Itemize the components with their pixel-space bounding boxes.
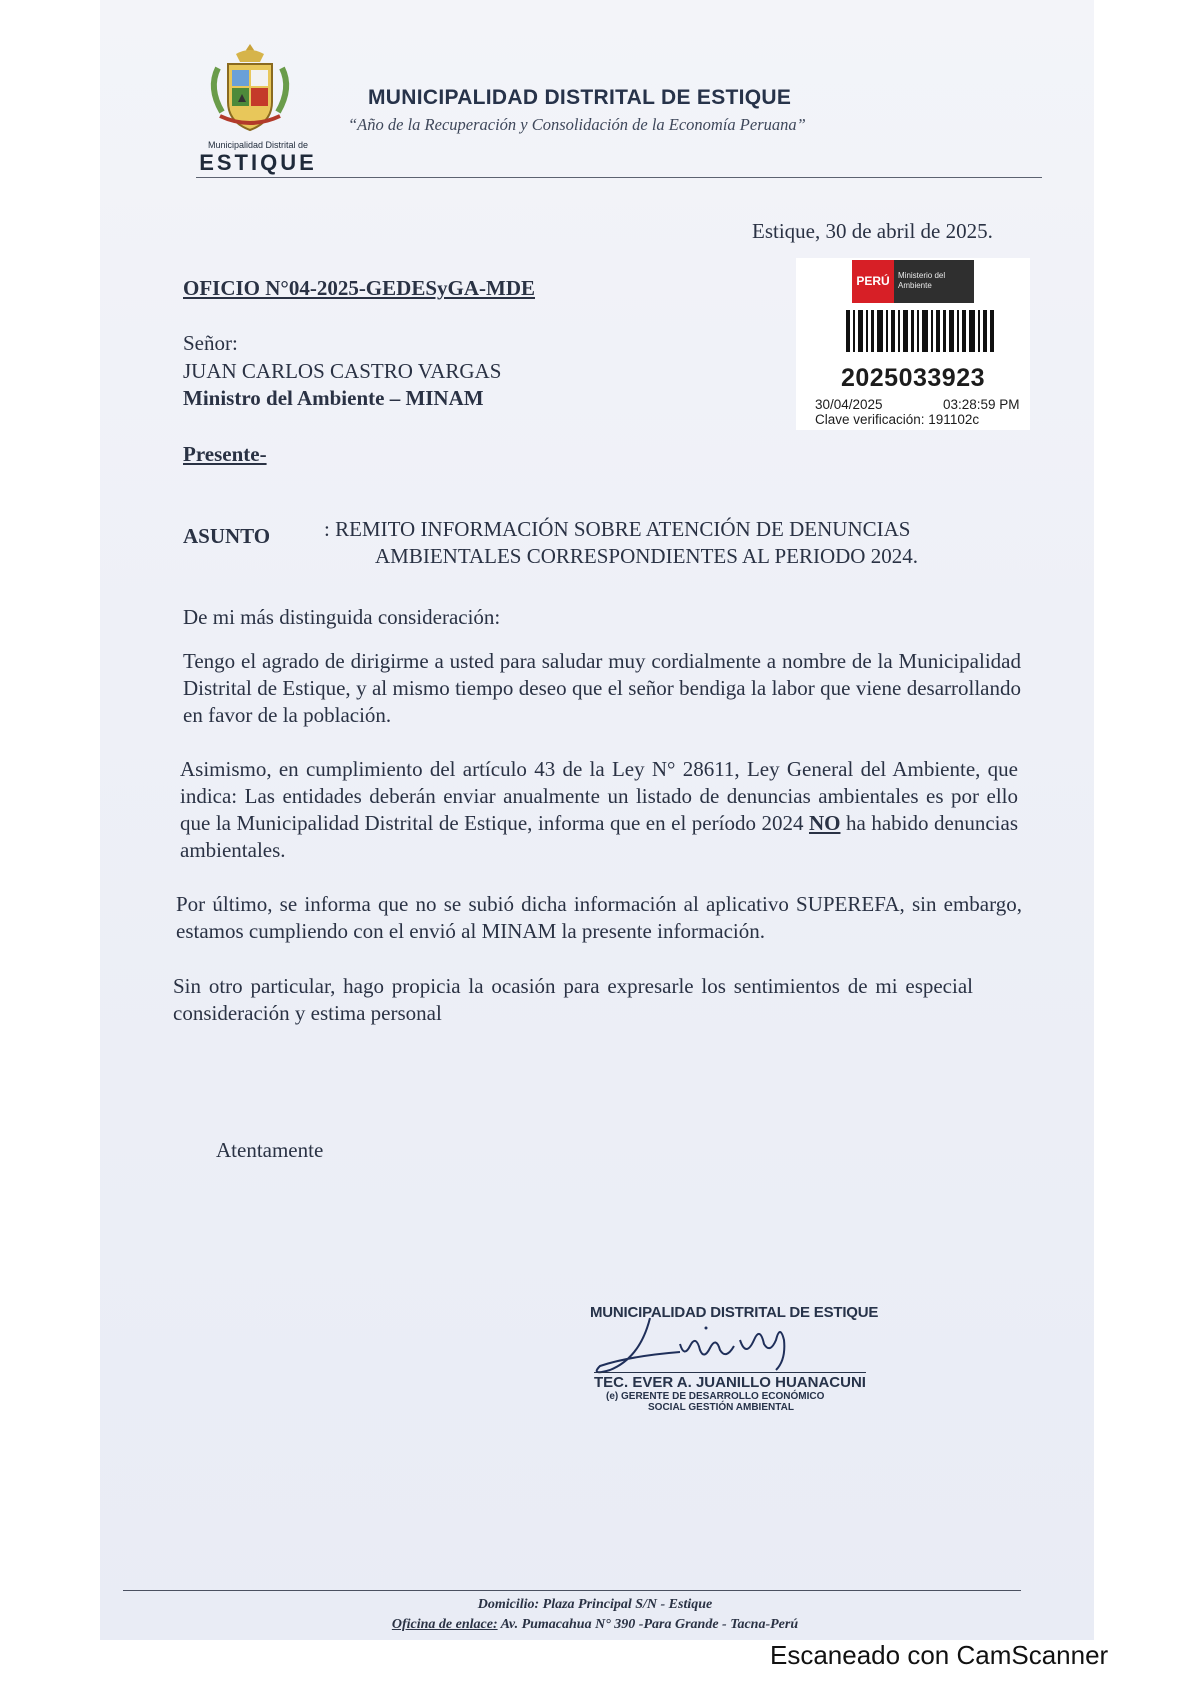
footer-office-label: Oficina de enlace: [391,1617,498,1632]
crest-caption-big: ESTIQUE [199,150,317,175]
signature-organization: MUNICIPALIDAD DISTRITAL DE ESTIQUE [590,1304,879,1321]
paragraph-3: Por último, se informa que no se subió dicha información al aplicativo SUPEREFA, sin embargo, estamos cumpliendo con el envió al MINAM la presente información. [176,892,1022,943]
barcode-icon [846,310,994,352]
signatory-name: TEC. EVER A. JUANILLO HUANACUNI [594,1374,866,1391]
crest-caption-small: Municipalidad Distrital de [207,140,309,150]
signatory-role-1: (e) GERENTE DE DESARROLLO ECONÓMICO [606,1391,825,1402]
greeting: De mi más distinguida consideración: [183,605,501,629]
footer-address: Domicilio: Plaza Principal S/N - Estique [477,1597,713,1612]
footer-office [0,1617,1190,1633]
subject-line-1: : REMITO INFORMACIÓN SOBRE ATENCIÓN DE DENUNCIAS [324,517,911,541]
letterhead-title: MUNICIPALIDAD DISTRITAL DE ESTIQUE [368,86,792,109]
closing: Atentamente [216,1138,324,1162]
registration-time: 03:28:59 PM [943,397,1020,412]
paragraph-4: Sin otro particular, hago propicia la ocasión para expresarle los sentimientos de mi especial consideración y estima personal [173,974,973,1025]
paragraph-1: Tengo el agrado de dirigirme a usted para saludar muy cordialmente a nombre de la Municipalidad Distrital de Estique, y al mismo tiempo deseo que el señor bendiga la labor que viene desarrollando en favor de la población. [183,649,1021,727]
municipal-crest-logo [200,38,310,138]
registration-number: 2025033923 [840,364,986,392]
recipient-name: JUAN CARLOS CASTRO VARGAS [183,359,502,383]
recipient-title: Ministro del Ambiente – MINAM [183,386,484,410]
verification-key: Clave verificación: 191102c [815,412,980,427]
letter-reference: OFICIO N°04-2025-GEDESyGA-MDE [183,276,535,300]
ministry-name: Ministerio del Ambiente [898,271,946,290]
subject-label: ASUNTO [183,524,271,548]
peru-logo: PERÚ [852,260,894,303]
letter-date: Estique, 30 de abril de 2025. [752,219,993,243]
paragraph-2-emphasis: NO [808,811,841,835]
letterhead-motto: “Año de la Recuperación y Consolidación de la Economía Peruana” [348,115,806,134]
presente-label: Presente- [183,442,267,466]
scanner-watermark: Escaneado con CamScanner [770,1640,1109,1670]
footer-divider [123,1590,1021,1591]
signatory-role-2: SOCIAL GESTIÓN AMBIENTAL [648,1402,794,1413]
footer-office-address: Av. Pumacahua N° 390 -Para Grande - Tacna-Perú [497,1617,799,1632]
salutation: Señor: [183,331,238,355]
subject-line-2: AMBIENTALES CORRESPONDIENTES AL PERIODO 2024. [375,544,918,568]
registration-date: 30/04/2025 [815,397,883,412]
paragraph-2 [180,756,1018,864]
paragraph-2-text: Asimismo, en cumplimiento del artículo 43 de la Ley N° 28611, Ley General del Ambiente, que indica: Las entidades deberán enviar anualmente un listado de denuncias ambientales es por ello que la Municipalidad Distrital de Estique, informa que en el período 2024 [180,757,1018,835]
header-divider [196,177,1042,178]
paragraph-2-end: ha habido denuncias ambientales. [180,811,1018,862]
